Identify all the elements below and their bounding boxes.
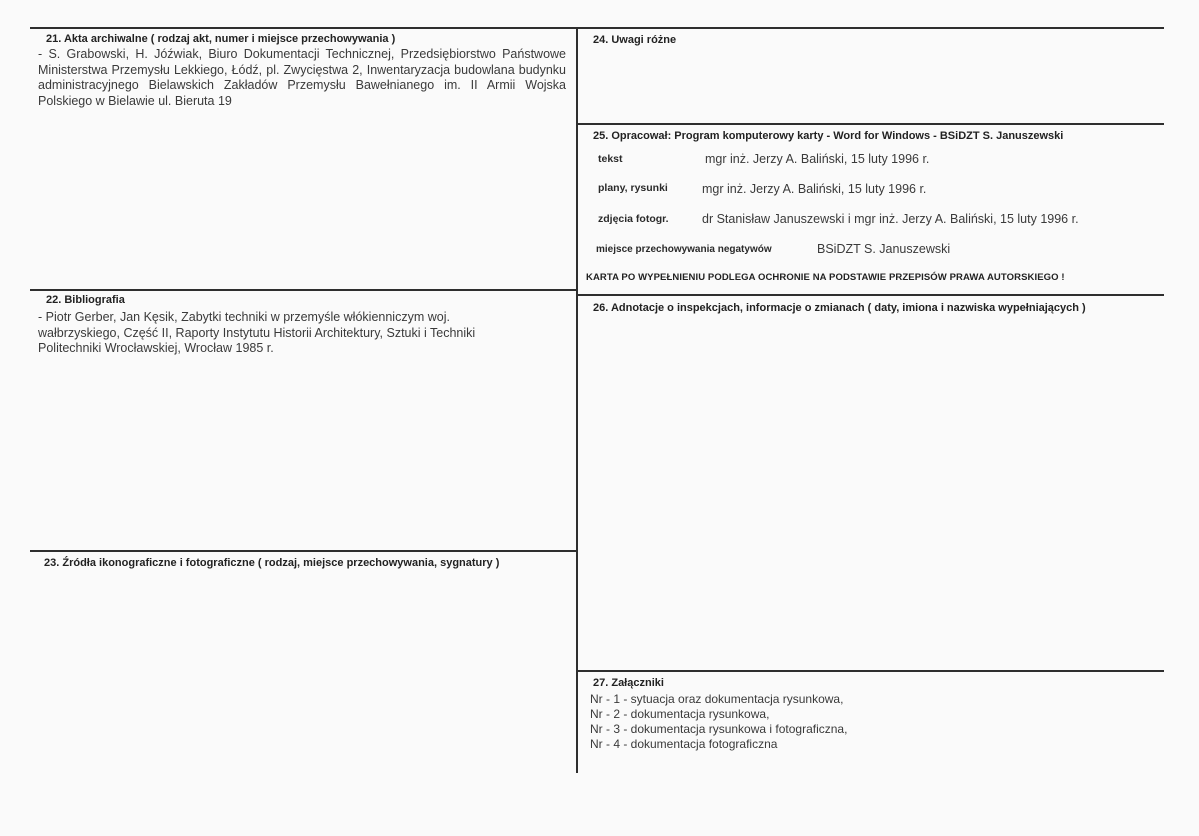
attachment-item: Nr - 1 - sytuacja oraz dokumentacja rysunkowa, bbox=[590, 692, 844, 706]
section-22-text: - Piotr Gerber, Jan Kęsik, Zabytki techniki w przemyśle włókienniczym woj. wałbrzyskiego, Część II, Raporty Instytutu Historii Architektury, Sztuki i Techniki Politechniki Wrocławskiej, Wrocław 1985 r. bbox=[38, 310, 476, 355]
rule-22-23 bbox=[30, 550, 577, 552]
rule-21-22 bbox=[30, 289, 577, 291]
rule-26-27 bbox=[577, 670, 1164, 672]
rule-24-25 bbox=[577, 123, 1164, 125]
value-plany-rysunki: mgr inż. Jerzy A. Baliński, 15 luty 1996 r. bbox=[702, 182, 927, 196]
value-miejsce-negatywow: BSiDZT S. Januszewski bbox=[817, 242, 951, 256]
label-tekst: tekst bbox=[598, 153, 623, 165]
label-zdjecia-fotogr: zdjęcia fotogr. bbox=[598, 213, 669, 225]
section-27-heading: 27. Załączniki bbox=[593, 677, 664, 689]
attachment-item: Nr - 3 - dokumentacja rysunkowa i fotograficzna, bbox=[590, 722, 848, 736]
label-miejsce-negatywow: miejsce przechowywania negatywów bbox=[596, 244, 772, 255]
center-divider bbox=[576, 27, 578, 773]
section-21-text: - S. Grabowski, H. Jóźwiak, Biuro Dokumentacji Technicznej, Przedsiębiorstwo Państwowe Ministerstwa Przemysłu Lekkiego, Łódź, pl. Zwycięstwa 2, Inwentaryzacja budowlana budynku administracyjnego Bielawskich Zakładów Przemysłu Bawełnianego im. II Armii Wojska Polskiego w Bielawie ul. Bieruta 19 bbox=[38, 47, 566, 108]
section-23-heading: 23. Źródła ikonograficzne i fotograficzne ( rodzaj, miejsce przechowywania, sygnatury ) bbox=[44, 557, 500, 569]
value-tekst: mgr inż. Jerzy A. Baliński, 15 luty 1996 r. bbox=[705, 152, 930, 166]
section-25-heading: 25. Opracował: Program komputerowy karty - Word for Windows - BSiDZT S. Januszewski bbox=[593, 130, 1064, 142]
attachments-list bbox=[590, 692, 1150, 752]
value-zdjecia-fotogr: dr Stanisław Januszewski i mgr inż. Jerzy A. Baliński, 15 luty 1996 r. bbox=[702, 212, 1079, 226]
section-24-heading: 24. Uwagi różne bbox=[593, 34, 677, 46]
attachment-item: Nr - 2 - dokumentacja rysunkowa, bbox=[590, 707, 770, 721]
section-26-heading: 26. Adnotacje o inspekcjach, informacje o zmianach ( daty, imiona i nazwiska wypełniających ) bbox=[593, 302, 1086, 314]
copyright-warning: KARTA PO WYPEŁNIENIU PODLEGA OCHRONIE NA PODSTAWIE PRZEPISÓW PRAWA AUTORSKIEGO ! bbox=[586, 272, 1065, 283]
rule-25-26 bbox=[577, 294, 1164, 296]
attachment-item: Nr - 4 - dokumentacja fotograficzna bbox=[590, 737, 778, 751]
label-plany-rysunki: plany, rysunki bbox=[598, 182, 668, 194]
section-22-heading: 22. Bibliografia bbox=[46, 294, 125, 306]
section-21-heading: 21. Akta archiwalne ( rodzaj akt, numer i miejsce przechowywania ) bbox=[46, 33, 396, 45]
top-rule bbox=[30, 27, 1164, 29]
